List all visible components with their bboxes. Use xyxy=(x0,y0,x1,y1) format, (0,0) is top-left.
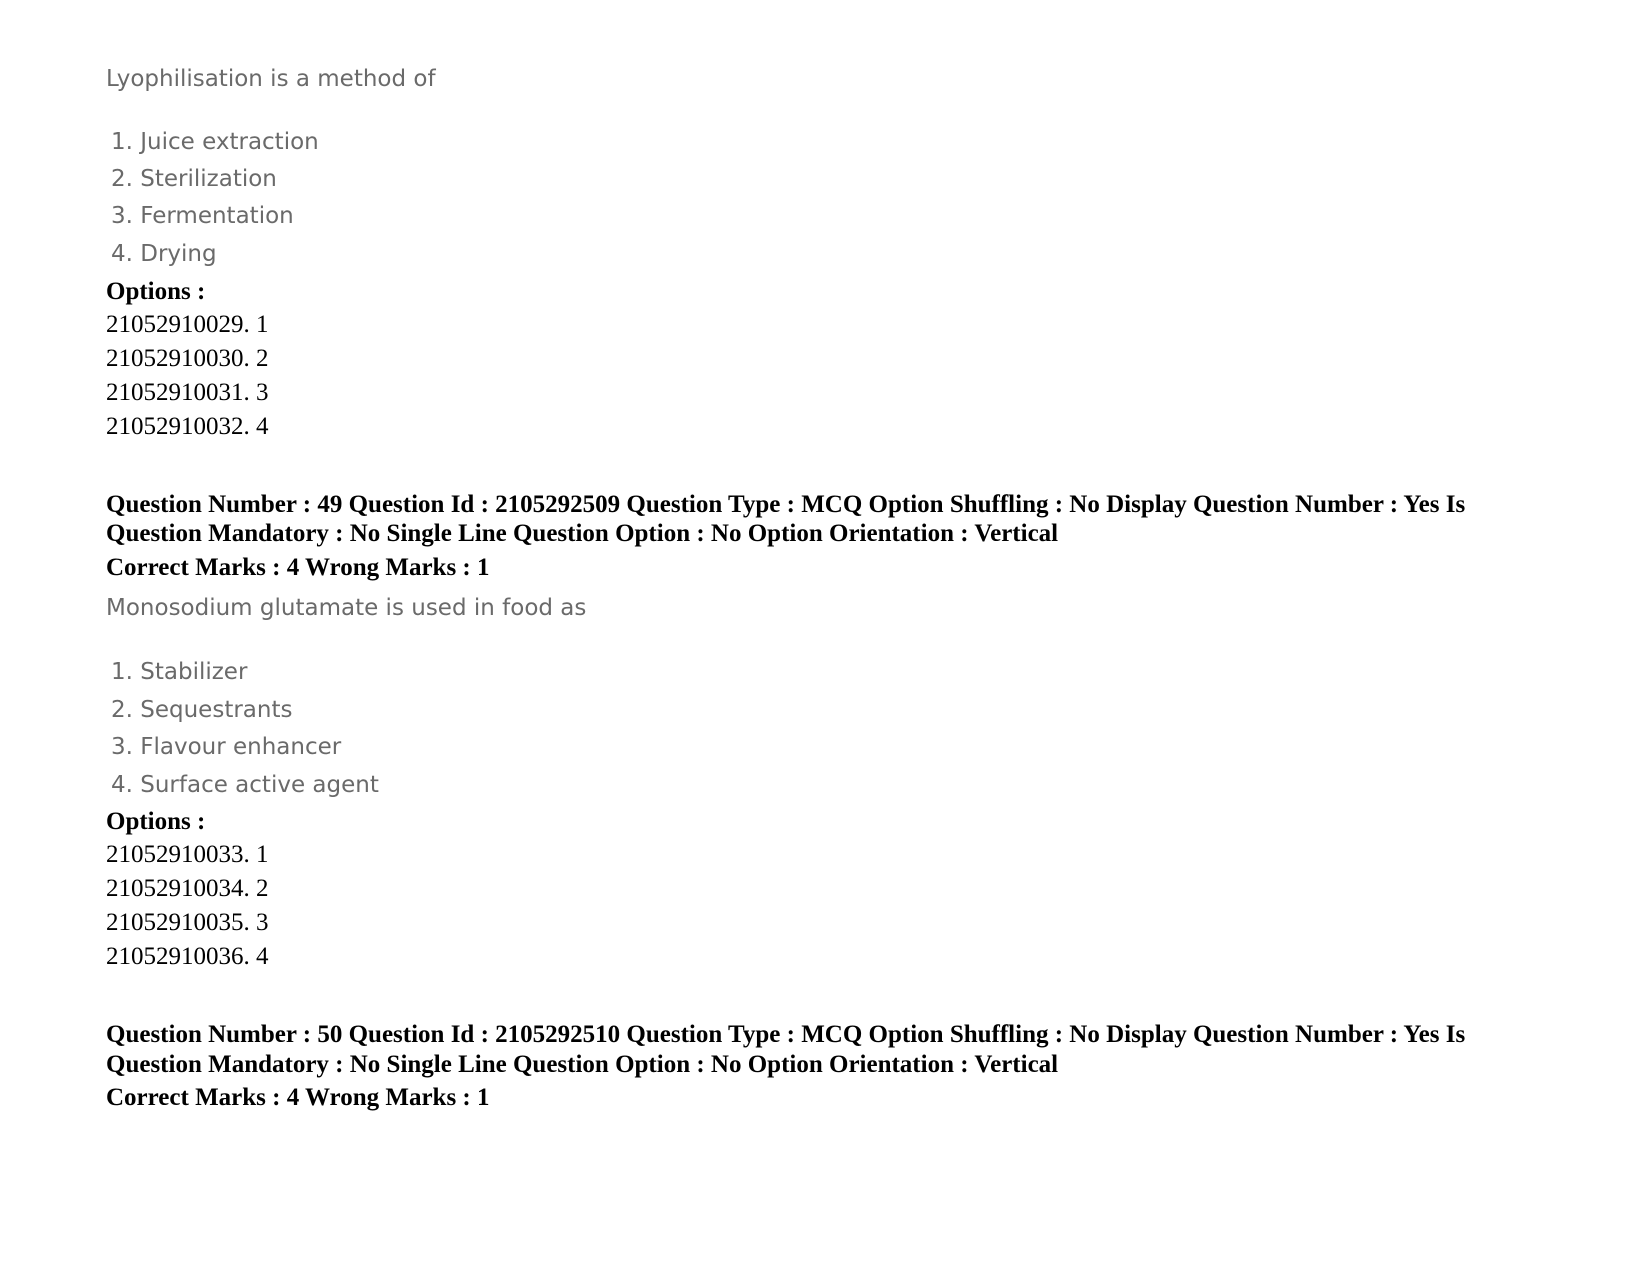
question-50-meta-line-1: Question Number : 50 Question Id : 2105292510 Question Type : MCQ Option Shuffling : No Display Question Number : Yes Is xyxy=(106,1021,1466,1048)
question-48-option-2: 21052910030. 2 xyxy=(106,345,269,372)
question-48-choice-1: 1. Juice extraction xyxy=(111,129,319,155)
question-48-text: Lyophilisation is a method of xyxy=(106,66,436,92)
question-49-choice-1: 1. Stabilizer xyxy=(111,659,248,685)
question-49-choice-3: 3. Flavour enhancer xyxy=(111,734,342,760)
question-49-marks: Correct Marks : 4 Wrong Marks : 1 xyxy=(106,554,490,581)
question-48-choice-4: 4. Drying xyxy=(111,241,217,267)
question-49-text: Monosodium glutamate is used in food as xyxy=(106,595,587,621)
question-48-option-4: 21052910032. 4 xyxy=(106,413,269,440)
question-49-option-3: 21052910035. 3 xyxy=(106,909,269,936)
question-48-choice-2: 2. Sterilization xyxy=(111,166,277,192)
question-49-choice-2: 2. Sequestrants xyxy=(111,697,293,723)
question-49-option-1: 21052910033. 1 xyxy=(106,841,269,868)
question-48-option-1: 21052910029. 1 xyxy=(106,311,269,338)
question-49-options-label: Options : xyxy=(106,808,206,835)
question-49-option-4: 21052910036. 4 xyxy=(106,943,269,970)
question-49-meta-line-2: Question Mandatory : No Single Line Question Option : No Option Orientation : Vertical xyxy=(106,520,1059,547)
question-50-marks: Correct Marks : 4 Wrong Marks : 1 xyxy=(106,1084,490,1111)
question-49-option-2: 21052910034. 2 xyxy=(106,875,269,902)
question-48-option-3: 21052910031. 3 xyxy=(106,379,269,406)
question-49-meta-line-1: Question Number : 49 Question Id : 2105292509 Question Type : MCQ Option Shuffling : No Display Question Number : Yes Is xyxy=(106,491,1466,518)
question-49-choice-4: 4. Surface active agent xyxy=(111,772,379,798)
question-48-choice-3: 3. Fermentation xyxy=(111,203,294,229)
question-48-options-label: Options : xyxy=(106,278,206,305)
question-50-meta-line-2: Question Mandatory : No Single Line Question Option : No Option Orientation : Vertical xyxy=(106,1051,1059,1078)
